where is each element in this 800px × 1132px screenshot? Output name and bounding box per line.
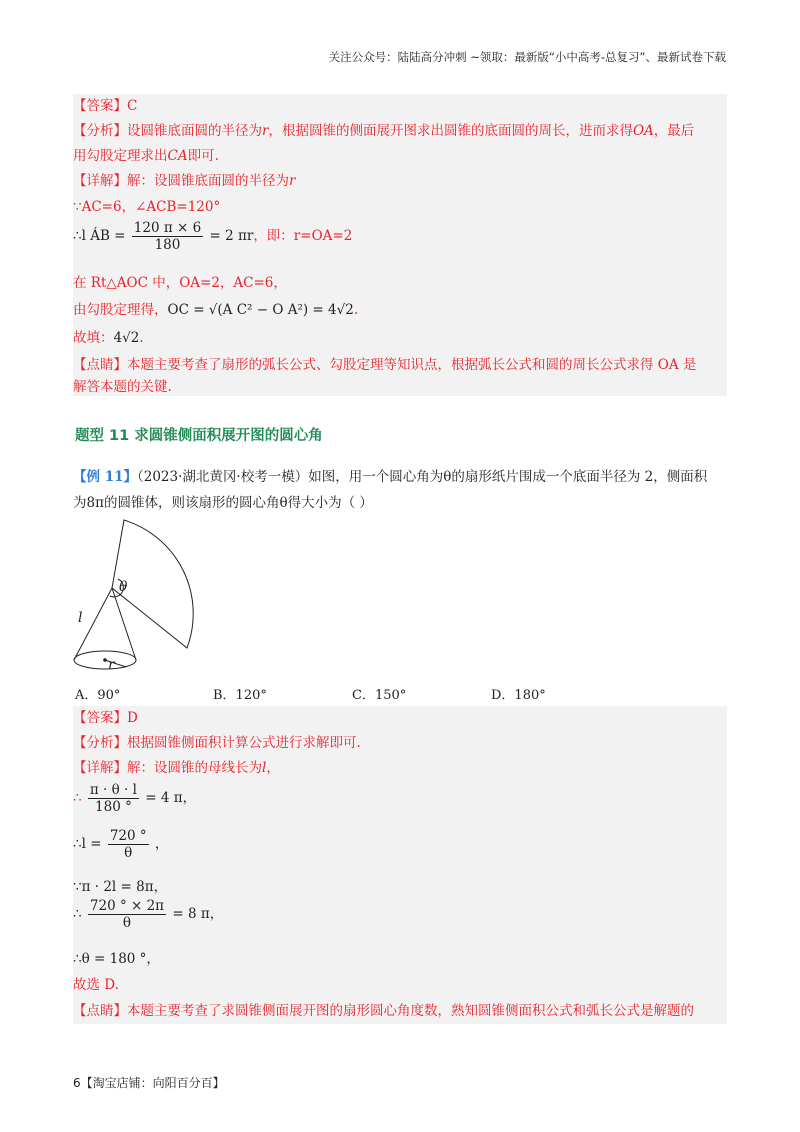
cone-right-edge: [112, 588, 136, 660]
equation-5: ∴θ = 180 °，: [73, 951, 160, 967]
text: 由勾股定理得，: [73, 302, 168, 318]
text: = 8 π，: [172, 906, 224, 922]
text: l: [262, 760, 267, 776]
comment-line-2: 解答本题的关键.: [73, 379, 172, 395]
analysis-line: [73, 122, 694, 140]
radius-label: r: [108, 657, 115, 673]
fraction: [88, 898, 166, 931]
text: CA: [167, 148, 188, 164]
text: 【详解】解：设圆锥底面圆的半径为: [73, 173, 289, 189]
equation-1: [73, 782, 196, 815]
page-footer: 6【淘宝店铺：向阳百分百】: [73, 1076, 225, 1090]
text: = 4 π，: [145, 790, 197, 806]
given-line: ∵AC=6，∠ACB=120°: [73, 199, 221, 215]
comment-line: 【点睛】本题主要考查了扇形的弧长公式、勾股定理等知识点，根据弧长公式和圆的周长公式求得 OA 是: [73, 357, 697, 373]
text: 用勾股定理求出: [73, 148, 168, 164]
option-d: D．180°: [491, 688, 546, 703]
detail-line: [73, 172, 295, 190]
cone-sector-figure: [70, 518, 220, 678]
section-title: 题型 11 求圆锥侧面积展开图的圆心角: [75, 428, 323, 444]
answer-line: 【答案】D: [73, 710, 138, 726]
formula: OC = √(A C² − O A²) = 4√2: [167, 302, 354, 318]
option-b: B．120°: [213, 688, 267, 703]
text: ，: [266, 760, 280, 776]
answer-box-2: [73, 706, 727, 1024]
numerator: 720 °: [109, 828, 147, 844]
text: ∴: [73, 906, 82, 922]
text: 【分析】设圆锥底面圆的半径为: [73, 123, 262, 139]
numerator: 720 ° × 2π: [89, 898, 165, 914]
text: r: [289, 173, 296, 189]
equation-2: [73, 828, 168, 861]
text: r: [262, 123, 269, 139]
text: ，最后: [653, 123, 695, 139]
analysis-line-2: [73, 147, 219, 165]
equation-4: [73, 898, 223, 931]
denominator: 180 °: [95, 799, 132, 815]
denominator: θ: [122, 915, 132, 931]
text: OA: [632, 123, 654, 139]
fraction: [132, 220, 203, 253]
answer-line: 【答案】C: [73, 98, 138, 114]
text: ，根据圆锥的侧面展开图求出圆锥的底面圆的周长，进而求得: [268, 123, 633, 139]
option-c: C．150°: [352, 688, 407, 703]
example-label: 【例 11】: [73, 469, 137, 485]
fill-line: [73, 329, 144, 347]
therefore-symbol: ∴: [73, 790, 82, 806]
text: ，即：r=OA=2: [253, 228, 353, 244]
detail-line: [73, 759, 280, 777]
pythagoras-line: [73, 301, 358, 319]
equation-3: ∵π · 2l = 8π，: [73, 879, 168, 895]
slant-label: l: [78, 610, 83, 626]
answer-box-1: [73, 94, 727, 396]
denominator: θ: [124, 845, 133, 861]
page-header: 关注公众号：陆陆高分冲刺 ~领取：最新版“小中高考-总复习”、最新试卷下载: [328, 50, 726, 64]
theta-label: θ: [119, 579, 128, 595]
analysis-line: 【分析】根据圆锥侧面积计算公式进行求解即可.: [73, 735, 361, 751]
base-center: [103, 658, 107, 662]
text: 即可.: [187, 148, 219, 164]
text: ，: [154, 836, 169, 852]
fraction: [88, 782, 139, 815]
option-a: A．90°: [75, 688, 121, 703]
numerator: 120 π × 6: [133, 220, 202, 236]
numerator: π · θ · l: [89, 782, 137, 798]
arc-length-equation: [73, 220, 352, 253]
formula: 4√2: [113, 330, 140, 346]
text: 【详解】解：设圆锥的母线长为: [73, 760, 262, 776]
question-line-2: 为8π的圆锥体，则该扇形的圆心角θ得大小为（ ）: [73, 495, 373, 511]
text: .: [353, 302, 359, 318]
text: 故填：: [73, 330, 114, 346]
text: = 2 πr: [209, 228, 254, 244]
denominator: 180: [154, 237, 181, 253]
text: ∴l ÁB =: [73, 228, 126, 244]
fraction: [108, 828, 149, 861]
text: .: [139, 330, 144, 346]
triangle-line: 在 Rt△AOC 中，OA=2，AC=6，: [73, 275, 287, 291]
question-line-1: [73, 467, 707, 487]
text: ∴l =: [73, 836, 102, 852]
choice-line: 故选 D.: [73, 977, 119, 993]
comment-line: 【点睛】本题主要考查了求圆锥侧面展开图的扇形圆心角度数，熟知圆锥侧面积公式和弧长公式是解题的: [73, 1003, 694, 1019]
text: （2023·湖北黄冈·校考一模）如图，用一个圆心角为θ的扇形纸片围成一个底面半径为 2，侧面积: [137, 469, 708, 485]
